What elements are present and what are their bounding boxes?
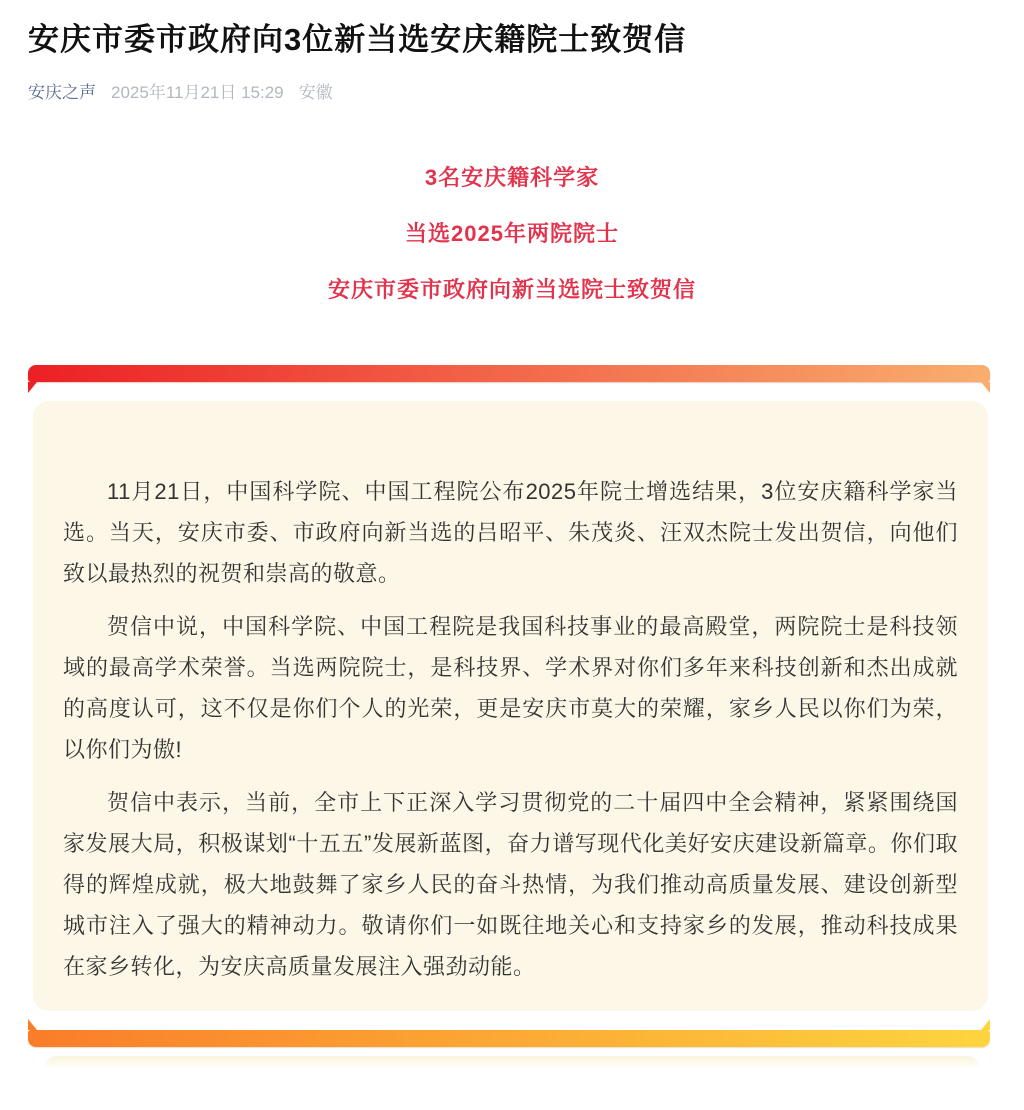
- body-paragraph-2: 贺信中说，中国科学院、中国工程院是我国科技事业的最高殿堂，两院院士是科技领域的最高学术荣誉。当选两院院士，是科技界、学术界对你们多年来科技创新和杰出成就的高度认可，这不仅是你们个人的光荣，更是安庆市莫大的荣耀，家乡人民以你们为荣，以你们为傲!: [63, 614, 958, 762]
- account-link[interactable]: 安庆之声: [28, 83, 96, 102]
- red-headline-line-1: 3名安庆籍科学家: [424, 165, 600, 190]
- article-title: 安庆市委市政府向3位新当选安庆籍院士致贺信: [28, 22, 687, 57]
- ribbon-divider-top: [28, 365, 990, 382]
- red-headline-block: [0, 150, 1024, 318]
- red-headline-line-2: 当选2025年两院院士: [405, 221, 619, 246]
- byline: [28, 82, 996, 104]
- body-paragraph-1: 11月21日，中国科学院、中国工程院公布2025年院士增选结果，3位安庆籍科学家当选。当天，安庆市委、市政府向新当选的吕昭平、朱茂炎、汪双杰院士发出贺信，向他们致以最热烈的祝贺和崇高的敬意。: [63, 479, 958, 586]
- letter-card: [33, 401, 988, 1011]
- ribbon-divider-bottom: [28, 1030, 990, 1047]
- red-headline-line-3: 安庆市委市政府向新当选院士致贺信: [327, 277, 696, 302]
- body-paragraph-3: 贺信中表示，当前，全市上下正深入学习贯彻党的二十届四中全会精神，紧紧围绕国家发展大局，积极谋划“十五五”发展新蓝图，奋力谱写现代化美好安庆建设新篇章。你们取得的辉煌成就，极大地鼓舞了家乡人民的奋斗热情，为我们推动高质量发展、建设创新型城市注入了强大的精神动力。敬请你们一如既往地关心和支持家乡的发展，推动科技成果在家乡转化，为安庆高质量发展注入强劲动能。: [63, 790, 958, 979]
- publish-datetime: 2025年11月21日 15:29: [111, 83, 284, 102]
- next-card-edge: [45, 1056, 979, 1067]
- region-label: 安徽: [298, 83, 333, 102]
